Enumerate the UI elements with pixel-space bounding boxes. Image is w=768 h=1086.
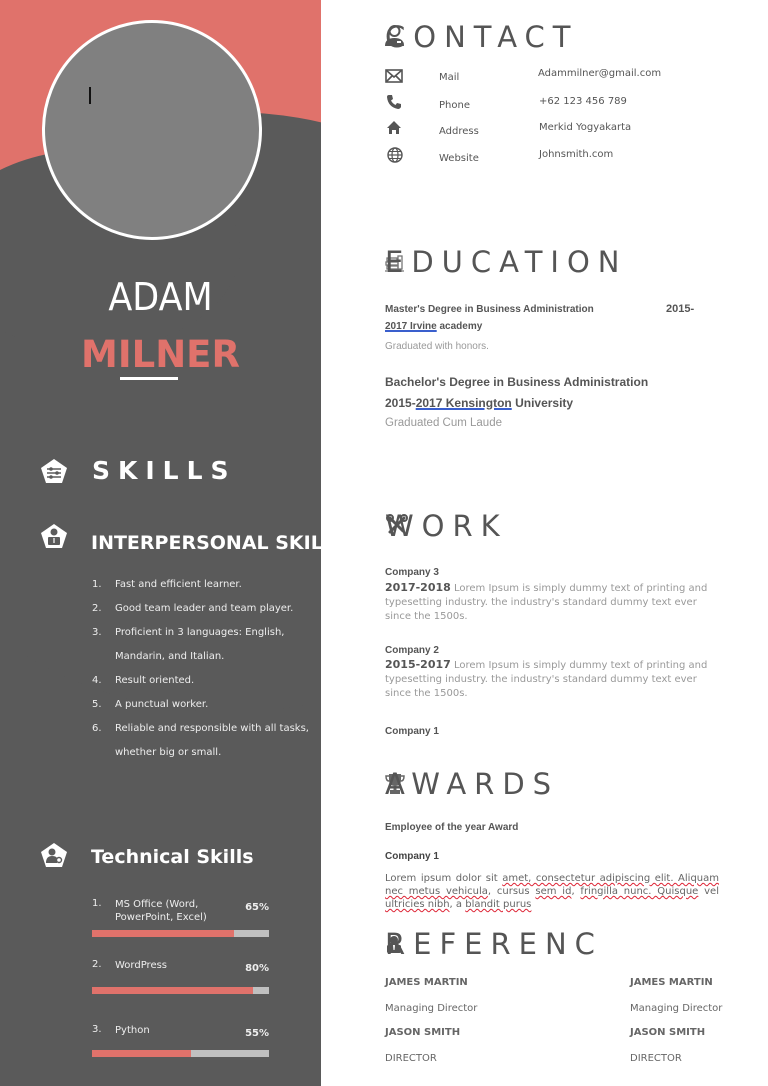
technical-skill-item xyxy=(92,1024,269,1039)
item-number: 2. xyxy=(92,959,102,970)
award-name: Employee of the year Award xyxy=(385,822,519,833)
education-degree: Master's Degree in Business Administration xyxy=(385,304,594,315)
work-years: 2015-2017 xyxy=(385,658,451,671)
email-value[interactable]: Adammilner@gmail.com xyxy=(538,68,662,79)
text-cursor xyxy=(89,87,91,104)
skill-name: MS Office (Word, PowerPoint, Excel) xyxy=(115,899,207,923)
list-item xyxy=(92,573,312,597)
work-description xyxy=(385,581,715,624)
last-name: MILNER xyxy=(81,333,240,376)
contact-label: Website xyxy=(439,153,479,164)
mail-icon xyxy=(385,69,403,86)
list-item xyxy=(92,621,312,669)
user-search-icon xyxy=(40,842,68,868)
reference-title: DIRECTOR xyxy=(385,1053,437,1064)
list-item xyxy=(92,717,312,765)
phone-icon xyxy=(386,94,402,113)
skill-progress-bar xyxy=(92,1050,269,1057)
education-year-start: 2015- xyxy=(666,303,695,315)
text-span: , cursus xyxy=(487,886,536,897)
home-icon xyxy=(386,120,402,138)
item-text: Proficient in 3 languages: English, Mandarin, and Italian. xyxy=(115,627,285,662)
interpersonal-skills-title: INTERPERSONAL SKILLS xyxy=(91,532,349,554)
list-item xyxy=(92,597,312,621)
person-badge-icon xyxy=(40,523,68,549)
item-number: 5. xyxy=(92,699,102,710)
text-span: vel xyxy=(698,886,719,897)
skill-percent: 55% xyxy=(245,1028,269,1039)
name-underline xyxy=(120,377,178,380)
globe-icon xyxy=(387,147,403,166)
skill-percent: 80% xyxy=(245,963,269,974)
text-span: , xyxy=(571,886,581,897)
technical-skills-title: Technical Skills xyxy=(91,846,254,868)
skill-progress-fill xyxy=(92,1050,191,1057)
skill-progress-fill xyxy=(92,987,253,994)
education-school xyxy=(385,321,482,332)
text-span: , a xyxy=(449,899,466,910)
awards-title: AWARDS xyxy=(385,767,560,801)
work-title: WORK xyxy=(385,509,508,543)
item-number: 2. xyxy=(92,603,102,614)
work-company: Company 3 xyxy=(385,567,439,578)
reference-title: Managing Director xyxy=(385,1003,478,1014)
phone-value: +62 123 456 789 xyxy=(539,96,627,107)
reference-title: Managing Director xyxy=(630,1003,723,1014)
misspelled-text: fringilla nunc. Quisque xyxy=(580,886,699,897)
year-prefix: 2015- xyxy=(385,396,416,410)
reference-title: DIRECTOR xyxy=(630,1053,682,1064)
education-degree: Bachelor's Degree in Business Administration xyxy=(385,375,649,389)
contact-title: CONTACT xyxy=(385,20,579,54)
work-company: Company 2 xyxy=(385,645,439,656)
misspelled-text: sem id xyxy=(535,886,572,897)
reference-name: JAMES MARTIN xyxy=(385,977,468,988)
list-item xyxy=(92,693,312,717)
item-number: 1. xyxy=(92,579,102,590)
list-item xyxy=(92,669,312,693)
technical-skill-item xyxy=(92,959,269,974)
misspelled-text: amet, consectetur adipiscing elit. Aliquam nec metus vehicula xyxy=(385,873,719,897)
item-number: 3. xyxy=(92,627,102,638)
first-name: ADAM xyxy=(108,275,213,319)
item-number: 3. xyxy=(92,1024,102,1035)
education-note: Graduated with honors. xyxy=(385,341,489,352)
work-years: 2017-2018 xyxy=(385,581,451,594)
school-name: academy xyxy=(436,321,483,332)
website-value[interactable]: Johnsmith.com xyxy=(539,149,614,160)
contact-label: Mail xyxy=(439,72,460,83)
misspelled-text: ultricies nibh xyxy=(385,899,450,910)
education-school xyxy=(385,396,573,410)
contact-label: Phone xyxy=(439,100,470,111)
work-company: Company 1 xyxy=(385,726,439,737)
item-text: Reliable and responsible with all tasks, whether big or small. xyxy=(115,723,309,758)
item-text: Good team leader and team player. xyxy=(115,603,294,614)
contact-label: Address xyxy=(439,126,479,137)
work-text: Lorem Ipsum is simply dummy text of printing and typesetting industry. the industry's standard dummy text ever since the 1500s. xyxy=(385,660,708,699)
skill-progress-fill xyxy=(92,930,234,937)
item-number: 6. xyxy=(92,723,102,734)
technical-skill-item xyxy=(92,898,269,924)
education-note: Graduated Cum Laude xyxy=(385,417,502,429)
underlined-text: 2017 Kensington xyxy=(415,396,512,410)
work-description xyxy=(385,658,715,701)
references-title: REFERENC xyxy=(385,927,603,961)
misspelled-text: blandit purus xyxy=(465,899,532,910)
skill-name: WordPress xyxy=(115,960,168,971)
profile-photo-placeholder[interactable] xyxy=(42,20,262,240)
text-span: Lorem ipsum dolor sit xyxy=(385,873,503,884)
skills-title: SKILLS xyxy=(92,456,237,485)
address-value: Merkid Yogyakarta xyxy=(539,122,632,133)
reference-name: JASON SMITH xyxy=(385,1027,461,1038)
award-description xyxy=(385,872,719,911)
reference-name: JAMES MARTIN xyxy=(630,977,713,988)
item-text: Result oriented. xyxy=(115,675,195,686)
skill-progress-bar xyxy=(92,987,269,994)
interpersonal-skills-list xyxy=(92,573,312,765)
award-company: Company 1 xyxy=(385,851,439,862)
work-text: Lorem Ipsum is simply dummy text of printing and typesetting industry. the industry's standard dummy text ever since the 1500s. xyxy=(385,583,708,622)
item-text: A punctual worker. xyxy=(115,699,209,710)
item-text: Fast and efficient learner. xyxy=(115,579,242,590)
underlined-text: 2017 Irvine xyxy=(385,321,437,332)
skill-name: Python xyxy=(115,1025,150,1036)
education-title: EDUCATION xyxy=(385,245,628,279)
item-number: 1. xyxy=(92,898,102,909)
school-name: University xyxy=(511,396,574,410)
skill-percent: 65% xyxy=(245,902,269,913)
skill-progress-bar xyxy=(92,930,269,937)
sliders-icon xyxy=(40,458,68,484)
item-number: 4. xyxy=(92,675,102,686)
reference-name: JASON SMITH xyxy=(630,1027,706,1038)
